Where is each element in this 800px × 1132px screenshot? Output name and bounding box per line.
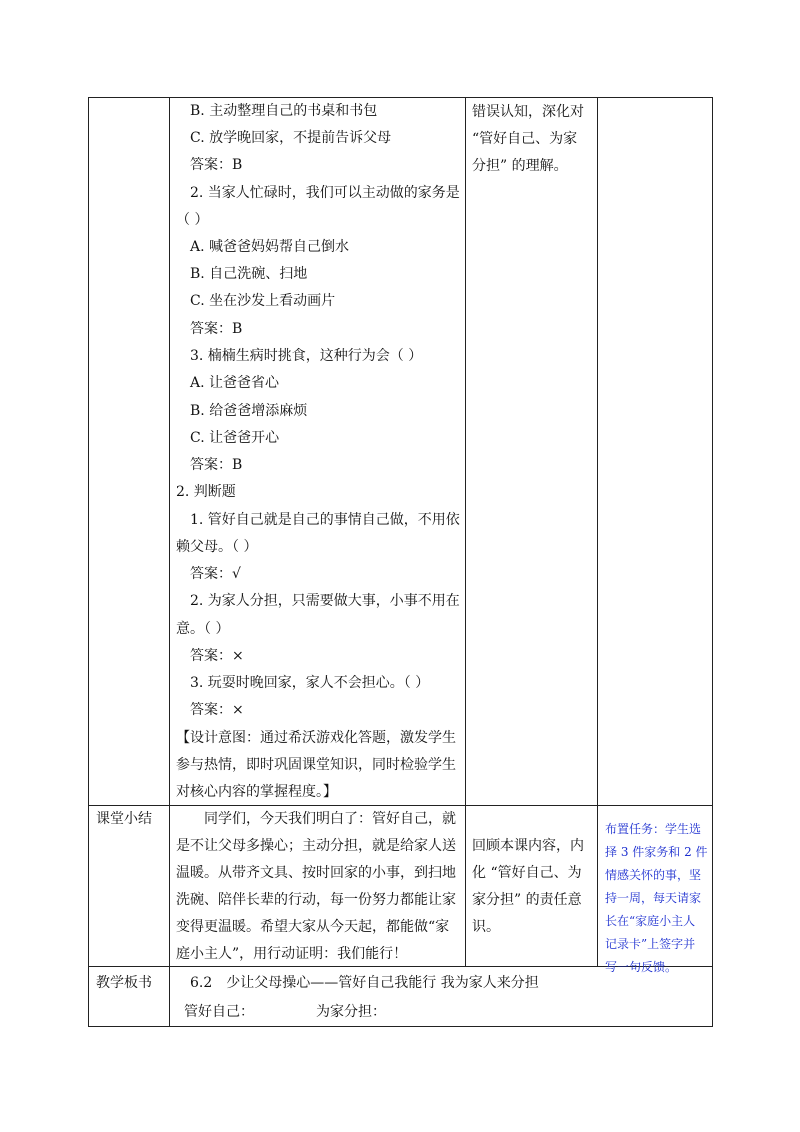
table-border-bottom: [88, 1026, 713, 1027]
answer: 答案：√: [190, 566, 241, 582]
question: 3. 楠楠生病时挑食，这种行为会（ ）: [190, 348, 423, 364]
column-divider-task: [597, 97, 598, 967]
line: C. 放学晚回家，不提前告诉父母: [190, 130, 392, 146]
question: 1. 管好自己就是自己的事情自己做，不用依: [190, 512, 460, 528]
question: 2. 为家人分担，只需要做大事，小事不用在: [190, 593, 460, 609]
summary-label: 课堂小结: [96, 811, 152, 827]
option: B. 自己洗碗、扫地: [190, 266, 308, 282]
table-border-left: [88, 97, 89, 1027]
summary-intent-line: 回顾本课内容，内: [472, 838, 584, 854]
summary-line: 变得更温暖。希望大家从今天起，都能做“家: [176, 919, 450, 935]
column-divider-intent: [465, 97, 466, 967]
table-border-top: [88, 97, 713, 98]
summary-line: 温暖。从带齐文具、按时回家的小事，到扫地: [176, 865, 456, 881]
task-line: 持一周，每天请家: [605, 891, 702, 905]
board-right-heading: 为家分担：: [316, 1004, 386, 1020]
answer: 答案：×: [190, 702, 244, 718]
task-line: 情感关怀的事，坚: [605, 868, 702, 882]
task-line: 记录卡”上签字并: [605, 937, 696, 951]
answer: 答案：B: [190, 457, 243, 473]
summary-line: 洗碗、陪伴长辈的行动，每一份努力都能让家: [176, 892, 456, 908]
task-line: 择 3 件家务和 2 件: [605, 845, 708, 859]
board-label: 教学板书: [96, 975, 152, 991]
answer: 答案：×: [190, 648, 244, 664]
intent-line: 错误认知，深化对: [472, 104, 584, 120]
option: C. 坐在沙发上看动画片: [190, 293, 336, 309]
table-border-right: [712, 97, 713, 1027]
intent-line: 分担” 的理解。: [472, 158, 568, 174]
option: A. 喊爸爸妈妈帮自己倒水: [190, 239, 350, 255]
design-intent: 【设计意图：通过希沃游戏化答题，激发学生: [176, 730, 456, 746]
option: B. 给爸爸增添麻烦: [190, 403, 308, 419]
summary-line: 同学们，今天我们明白了：管好自己，就: [204, 811, 456, 827]
line: B. 主动整理自己的书桌和书包: [190, 103, 378, 119]
line: 意。（ ）: [176, 621, 230, 637]
task-line: 长在“家庭小主人: [605, 914, 696, 928]
intent-line: “管好自己、为家: [472, 131, 578, 147]
board-title: 6.2 少让父母操心——管好自己我能行 我为家人来分担: [190, 975, 539, 991]
answer: 答案：B: [190, 157, 243, 173]
answer: 答案：B: [190, 321, 243, 337]
summary-intent-line: 识。: [472, 919, 500, 935]
section-heading: 2. 判断题: [176, 484, 236, 500]
design-intent: 对核心内容的掌握程度。】: [176, 784, 337, 800]
option: C. 让爸爸开心: [190, 430, 280, 446]
line: 赖父母。（ ）: [176, 539, 258, 555]
question: 3. 玩耍时晚回家，家人不会担心。（ ）: [190, 675, 430, 691]
design-intent: 参与热情，即时巩固课堂知识，同时检验学生: [176, 757, 456, 773]
task-line: 写一句反馈。: [605, 960, 678, 974]
question: 2. 当家人忙碌时，我们可以主动做的家务是: [190, 185, 460, 201]
line: （ ）: [176, 212, 209, 228]
task-line: 布置任务：学生选: [605, 822, 702, 836]
summary-intent-line: 化 “管好自己、为: [472, 865, 582, 881]
column-divider-label: [169, 97, 170, 1027]
summary-intent-line: 家分担” 的责任意: [472, 892, 582, 908]
option: A. 让爸爸省心: [190, 375, 280, 391]
summary-line: 是不让父母多操心；主动分担，就是给家人送: [176, 838, 456, 854]
board-left-heading: 管好自己：: [184, 1004, 254, 1020]
summary-line: 庭小主人”，用行动证明：我们能行！: [176, 946, 408, 962]
